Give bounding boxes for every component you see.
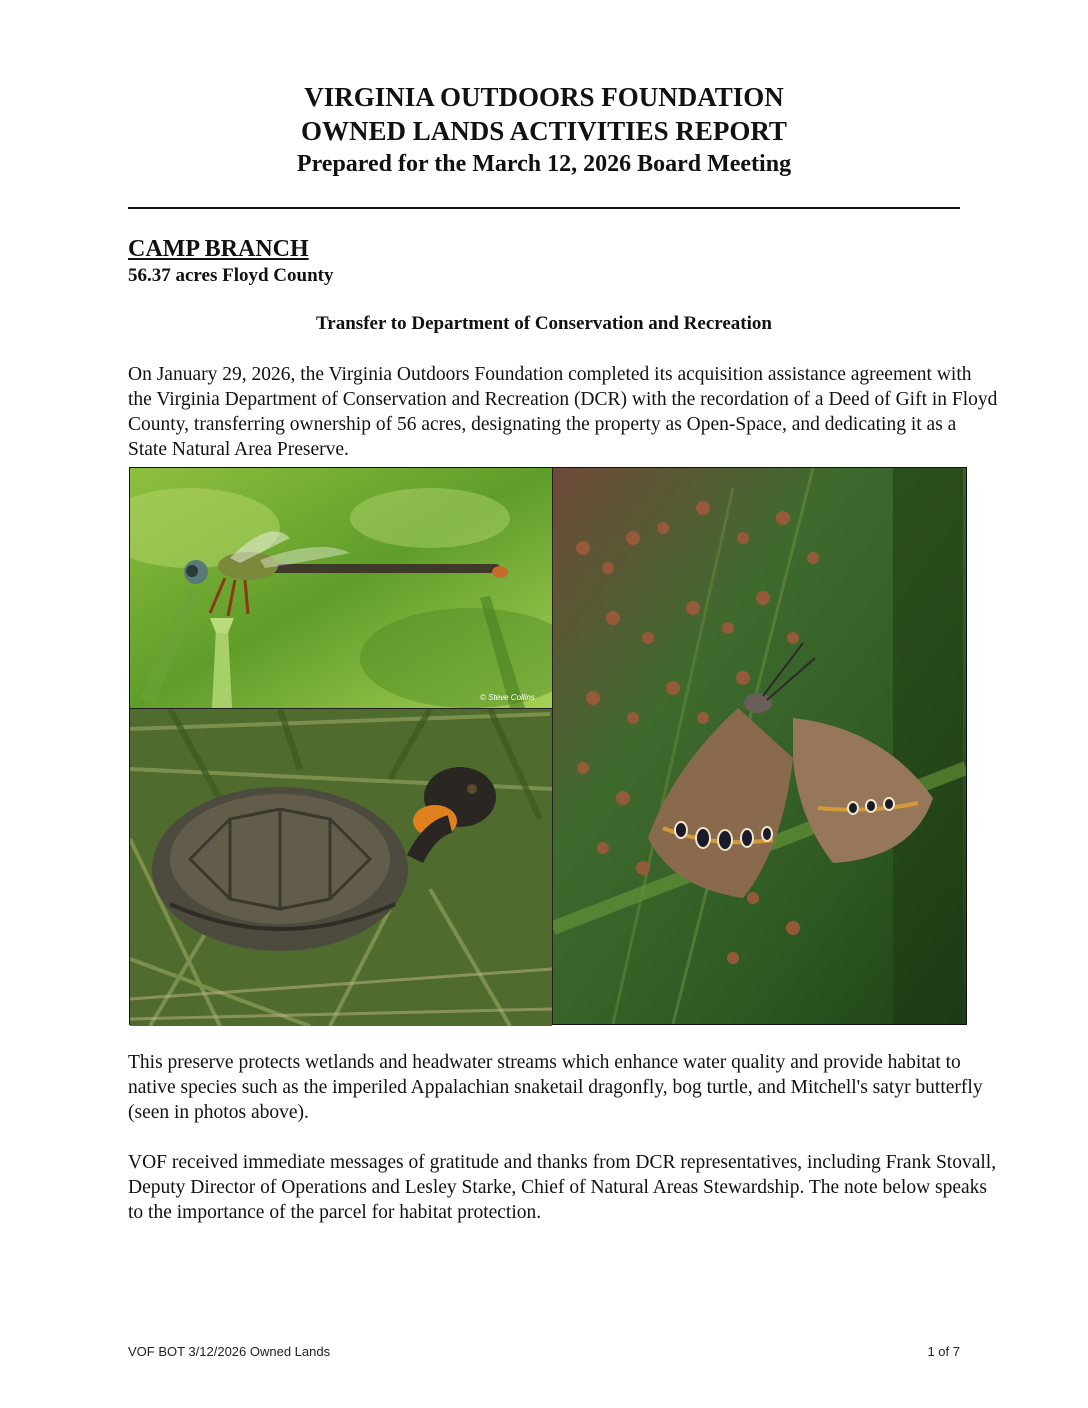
section-subheading: Transfer to Department of Conservation and Recreation: [316, 313, 772, 334]
header-report-title: OWNED LANDS ACTIVITIES REPORT: [301, 116, 787, 146]
page-number: 1 of 7: [927, 1344, 960, 1359]
header-divider: [128, 207, 960, 209]
paragraph-transfer: On January 29, 2026, the Virginia Outdoors Foundation completed its acquisition assistance agreement with the Virginia Department of Conservation and Recreation (DCR) with the recordation of a Deed of Gift in Floyd County, transferring ownership of 56 acres, designating the property as Open-Space, and dedicating it as a State Natural Area Preserve.: [128, 364, 998, 460]
butterfly-photo: [553, 468, 966, 1024]
paragraph-habitat: This preserve protects wetlands and headwater streams which enhance water quality and provide habitat to native species such as the imperiled Appalachian snaketail dragonfly, bog turtle, and Mitchell's satyr butterfly (seen in photos above).: [128, 1052, 983, 1123]
footer-left: VOF BOT 3/12/2026 Owned Lands: [128, 1344, 331, 1359]
section-acreage: 56.37 acres Floyd County: [128, 265, 334, 286]
report-header: [128, 80, 960, 180]
header-org-title: VIRGINIA OUTDOORS FOUNDATION: [304, 82, 784, 112]
turtle-photo: [130, 709, 552, 1026]
photo-credit: © Steve Collins: [480, 693, 535, 702]
photo-collage: [129, 467, 967, 1025]
dragonfly-photo: [130, 468, 552, 708]
section-title: CAMP BRANCH: [128, 236, 309, 262]
header-meeting-line: Prepared for the March 12, 2026 Board Meeting: [296, 151, 792, 177]
paragraph-gratitude: VOF received immediate messages of gratitude and thanks from DCR representatives, including Frank Stovall, Deputy Director of Operations and Lesley Starke, Chief of Natural Areas Stewardship. The note below speaks to the importance of the parcel for habitat protection.: [128, 1152, 997, 1223]
